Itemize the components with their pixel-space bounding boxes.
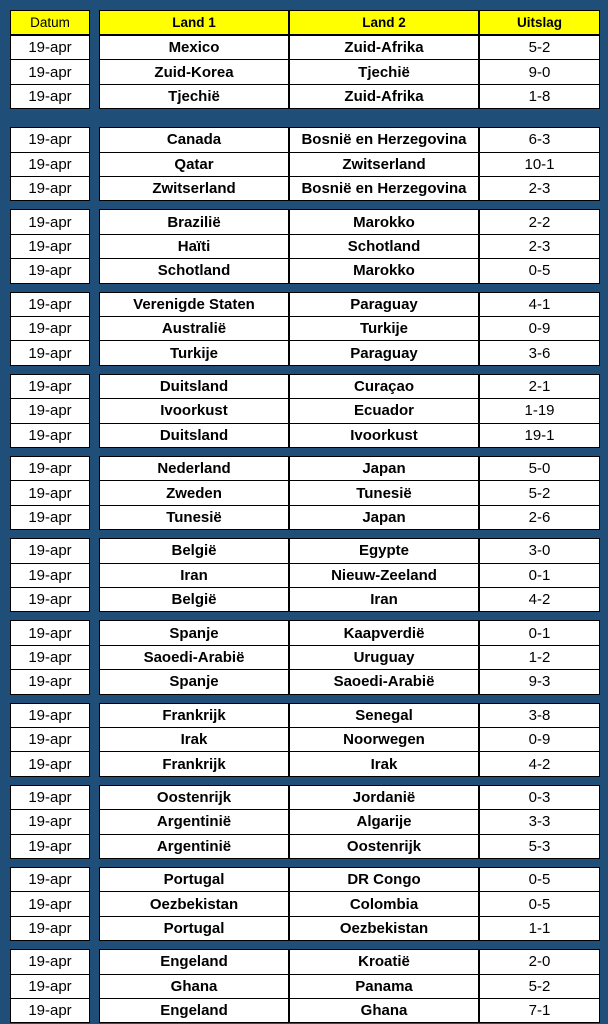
cell-uitslag[interactable]: 2-1 [479, 374, 600, 399]
cell-uitslag[interactable]: 4-1 [479, 292, 600, 317]
cell-uitslag[interactable]: 2-2 [479, 209, 600, 234]
cell-land2[interactable]: Oostenrijk [289, 834, 479, 859]
cell-land2[interactable]: Kroatië [289, 949, 479, 974]
cell-land2[interactable]: Japan [289, 456, 479, 481]
cell-land2[interactable]: Noorwegen [289, 727, 479, 752]
cell-land1[interactable]: Argentinië [99, 809, 289, 834]
cell-land1[interactable]: Engeland [99, 949, 289, 974]
cell-datum[interactable]: 19-apr [10, 949, 90, 974]
cell-datum[interactable]: 19-apr [10, 703, 90, 728]
cell-land2[interactable]: DR Congo [289, 867, 479, 892]
cell-uitslag[interactable]: 19-1 [479, 423, 600, 448]
cell-land1[interactable]: Zwitserland [99, 176, 289, 201]
cell-land1[interactable]: Frankrijk [99, 751, 289, 776]
cell-datum[interactable]: 19-apr [10, 751, 90, 776]
cell-land2[interactable]: Marokko [289, 209, 479, 234]
cell-uitslag[interactable]: 0-5 [479, 891, 600, 916]
cell-uitslag[interactable]: 4-2 [479, 587, 600, 612]
cell-uitslag[interactable]: 0-1 [479, 563, 600, 588]
cell-uitslag[interactable]: 0-9 [479, 727, 600, 752]
cell-datum[interactable]: 19-apr [10, 645, 90, 670]
cell-datum[interactable]: 19-apr [10, 127, 90, 152]
cell-land1[interactable]: Iran [99, 563, 289, 588]
cell-land1[interactable]: Irak [99, 727, 289, 752]
cell-datum[interactable]: 19-apr [10, 234, 90, 259]
cell-datum[interactable]: 19-apr [10, 258, 90, 283]
cell-land1[interactable]: Ghana [99, 974, 289, 999]
cell-land1[interactable]: Verenigde Staten [99, 292, 289, 317]
cell-land2[interactable]: Saoedi-Arabië [289, 669, 479, 694]
cell-land1[interactable]: Oezbekistan [99, 891, 289, 916]
cell-land1[interactable]: Duitsland [99, 423, 289, 448]
cell-land1[interactable]: Qatar [99, 152, 289, 177]
cell-uitslag[interactable]: 5-0 [479, 456, 600, 481]
cell-land1[interactable]: Mexico [99, 35, 289, 60]
cell-datum[interactable]: 19-apr [10, 834, 90, 859]
cell-datum[interactable]: 19-apr [10, 563, 90, 588]
cell-land2[interactable]: Nieuw-Zeeland [289, 563, 479, 588]
cell-land1[interactable]: Frankrijk [99, 703, 289, 728]
cell-land1[interactable]: Duitsland [99, 374, 289, 399]
header-uitslag[interactable]: Uitslag [479, 10, 600, 35]
cell-uitslag[interactable]: 9-0 [479, 59, 600, 84]
cell-land1[interactable]: België [99, 587, 289, 612]
cell-datum[interactable]: 19-apr [10, 176, 90, 201]
cell-land1[interactable]: Portugal [99, 867, 289, 892]
cell-datum[interactable]: 19-apr [10, 727, 90, 752]
cell-land1[interactable]: Schotland [99, 258, 289, 283]
cell-datum[interactable]: 19-apr [10, 891, 90, 916]
cell-land2[interactable]: Curaçao [289, 374, 479, 399]
cell-uitslag[interactable]: 5-2 [479, 974, 600, 999]
cell-land2[interactable]: Zuid-Afrika [289, 35, 479, 60]
cell-uitslag[interactable]: 0-5 [479, 867, 600, 892]
cell-land1[interactable]: Zuid-Korea [99, 59, 289, 84]
cell-datum[interactable]: 19-apr [10, 84, 90, 109]
cell-land1[interactable]: Oostenrijk [99, 785, 289, 810]
cell-datum[interactable]: 19-apr [10, 809, 90, 834]
cell-uitslag[interactable]: 6-3 [479, 127, 600, 152]
cell-land2[interactable]: Tjechië [289, 59, 479, 84]
cell-uitslag[interactable]: 10-1 [479, 152, 600, 177]
cell-datum[interactable]: 19-apr [10, 785, 90, 810]
cell-land1[interactable]: Australië [99, 316, 289, 341]
cell-land2[interactable]: Ghana [289, 998, 479, 1023]
cell-uitslag[interactable]: 3-6 [479, 340, 600, 365]
cell-land2[interactable]: Tunesië [289, 480, 479, 505]
cell-uitslag[interactable]: 1-8 [479, 84, 600, 109]
cell-datum[interactable]: 19-apr [10, 423, 90, 448]
cell-land1[interactable]: Saoedi-Arabië [99, 645, 289, 670]
cell-uitslag[interactable]: 5-2 [479, 35, 600, 60]
cell-land1[interactable]: Brazilië [99, 209, 289, 234]
cell-land1[interactable]: Spanje [99, 620, 289, 645]
cell-land1[interactable]: Tjechië [99, 84, 289, 109]
cell-land2[interactable]: Oezbekistan [289, 916, 479, 941]
cell-uitslag[interactable]: 3-3 [479, 809, 600, 834]
cell-land2[interactable]: Paraguay [289, 340, 479, 365]
cell-datum[interactable]: 19-apr [10, 916, 90, 941]
header-land1[interactable]: Land 1 [99, 10, 289, 35]
cell-land1[interactable]: Engeland [99, 998, 289, 1023]
cell-datum[interactable]: 19-apr [10, 398, 90, 423]
header-datum[interactable]: Datum [10, 10, 90, 35]
cell-land1[interactable]: Turkije [99, 340, 289, 365]
cell-uitslag[interactable]: 0-3 [479, 785, 600, 810]
cell-uitslag[interactable]: 2-3 [479, 234, 600, 259]
cell-land1[interactable]: België [99, 538, 289, 563]
cell-datum[interactable]: 19-apr [10, 35, 90, 60]
cell-land2[interactable]: Kaapverdië [289, 620, 479, 645]
cell-uitslag[interactable]: 1-19 [479, 398, 600, 423]
cell-datum[interactable]: 19-apr [10, 340, 90, 365]
cell-land2[interactable]: Zuid-Afrika [289, 84, 479, 109]
cell-land2[interactable]: Jordanië [289, 785, 479, 810]
cell-uitslag[interactable]: 4-2 [479, 751, 600, 776]
cell-uitslag[interactable]: 5-2 [479, 480, 600, 505]
cell-datum[interactable]: 19-apr [10, 152, 90, 177]
cell-datum[interactable]: 19-apr [10, 480, 90, 505]
cell-land2[interactable]: Senegal [289, 703, 479, 728]
cell-uitslag[interactable]: 0-1 [479, 620, 600, 645]
cell-uitslag[interactable]: 2-3 [479, 176, 600, 201]
cell-land2[interactable]: Ivoorkust [289, 423, 479, 448]
cell-land1[interactable]: Portugal [99, 916, 289, 941]
cell-land2[interactable]: Japan [289, 505, 479, 530]
cell-uitslag[interactable]: 2-0 [479, 949, 600, 974]
cell-land1[interactable]: Canada [99, 127, 289, 152]
cell-uitslag[interactable]: 1-2 [479, 645, 600, 670]
cell-land2[interactable]: Turkije [289, 316, 479, 341]
cell-land2[interactable]: Ecuador [289, 398, 479, 423]
cell-land2[interactable]: Iran [289, 587, 479, 612]
cell-land1[interactable]: Nederland [99, 456, 289, 481]
cell-land1[interactable]: Argentinië [99, 834, 289, 859]
cell-datum[interactable]: 19-apr [10, 538, 90, 563]
cell-land1[interactable]: Haïti [99, 234, 289, 259]
cell-uitslag[interactable]: 7-1 [479, 998, 600, 1023]
cell-datum[interactable]: 19-apr [10, 998, 90, 1023]
cell-land2[interactable]: Irak [289, 751, 479, 776]
cell-land1[interactable]: Ivoorkust [99, 398, 289, 423]
cell-datum[interactable]: 19-apr [10, 456, 90, 481]
cell-land2[interactable]: Zwitserland [289, 152, 479, 177]
cell-uitslag[interactable]: 0-5 [479, 258, 600, 283]
cell-datum[interactable]: 19-apr [10, 316, 90, 341]
cell-land2[interactable]: Algarije [289, 809, 479, 834]
cell-land2[interactable]: Bosnië en Herzegovina [289, 127, 479, 152]
cell-land2[interactable]: Panama [289, 974, 479, 999]
cell-uitslag[interactable]: 9-3 [479, 669, 600, 694]
cell-datum[interactable]: 19-apr [10, 620, 90, 645]
cell-land2[interactable]: Paraguay [289, 292, 479, 317]
cell-uitslag[interactable]: 3-0 [479, 538, 600, 563]
cell-land1[interactable]: Tunesië [99, 505, 289, 530]
cell-datum[interactable]: 19-apr [10, 587, 90, 612]
cell-uitslag[interactable]: 0-9 [479, 316, 600, 341]
cell-uitslag[interactable]: 5-3 [479, 834, 600, 859]
cell-datum[interactable]: 19-apr [10, 505, 90, 530]
cell-datum[interactable]: 19-apr [10, 867, 90, 892]
cell-land1[interactable]: Zweden [99, 480, 289, 505]
cell-uitslag[interactable]: 3-8 [479, 703, 600, 728]
cell-datum[interactable]: 19-apr [10, 974, 90, 999]
cell-land2[interactable]: Egypte [289, 538, 479, 563]
cell-uitslag[interactable]: 2-6 [479, 505, 600, 530]
cell-land2[interactable]: Uruguay [289, 645, 479, 670]
cell-datum[interactable]: 19-apr [10, 209, 90, 234]
cell-land2[interactable]: Bosnië en Herzegovina [289, 176, 479, 201]
cell-land2[interactable]: Marokko [289, 258, 479, 283]
cell-land1[interactable]: Spanje [99, 669, 289, 694]
cell-datum[interactable]: 19-apr [10, 669, 90, 694]
cell-datum[interactable]: 19-apr [10, 292, 90, 317]
cell-uitslag[interactable]: 1-1 [479, 916, 600, 941]
cell-datum[interactable]: 19-apr [10, 374, 90, 399]
header-land2[interactable]: Land 2 [289, 10, 479, 35]
cell-datum[interactable]: 19-apr [10, 59, 90, 84]
cell-land2[interactable]: Colombia [289, 891, 479, 916]
cell-land2[interactable]: Schotland [289, 234, 479, 259]
